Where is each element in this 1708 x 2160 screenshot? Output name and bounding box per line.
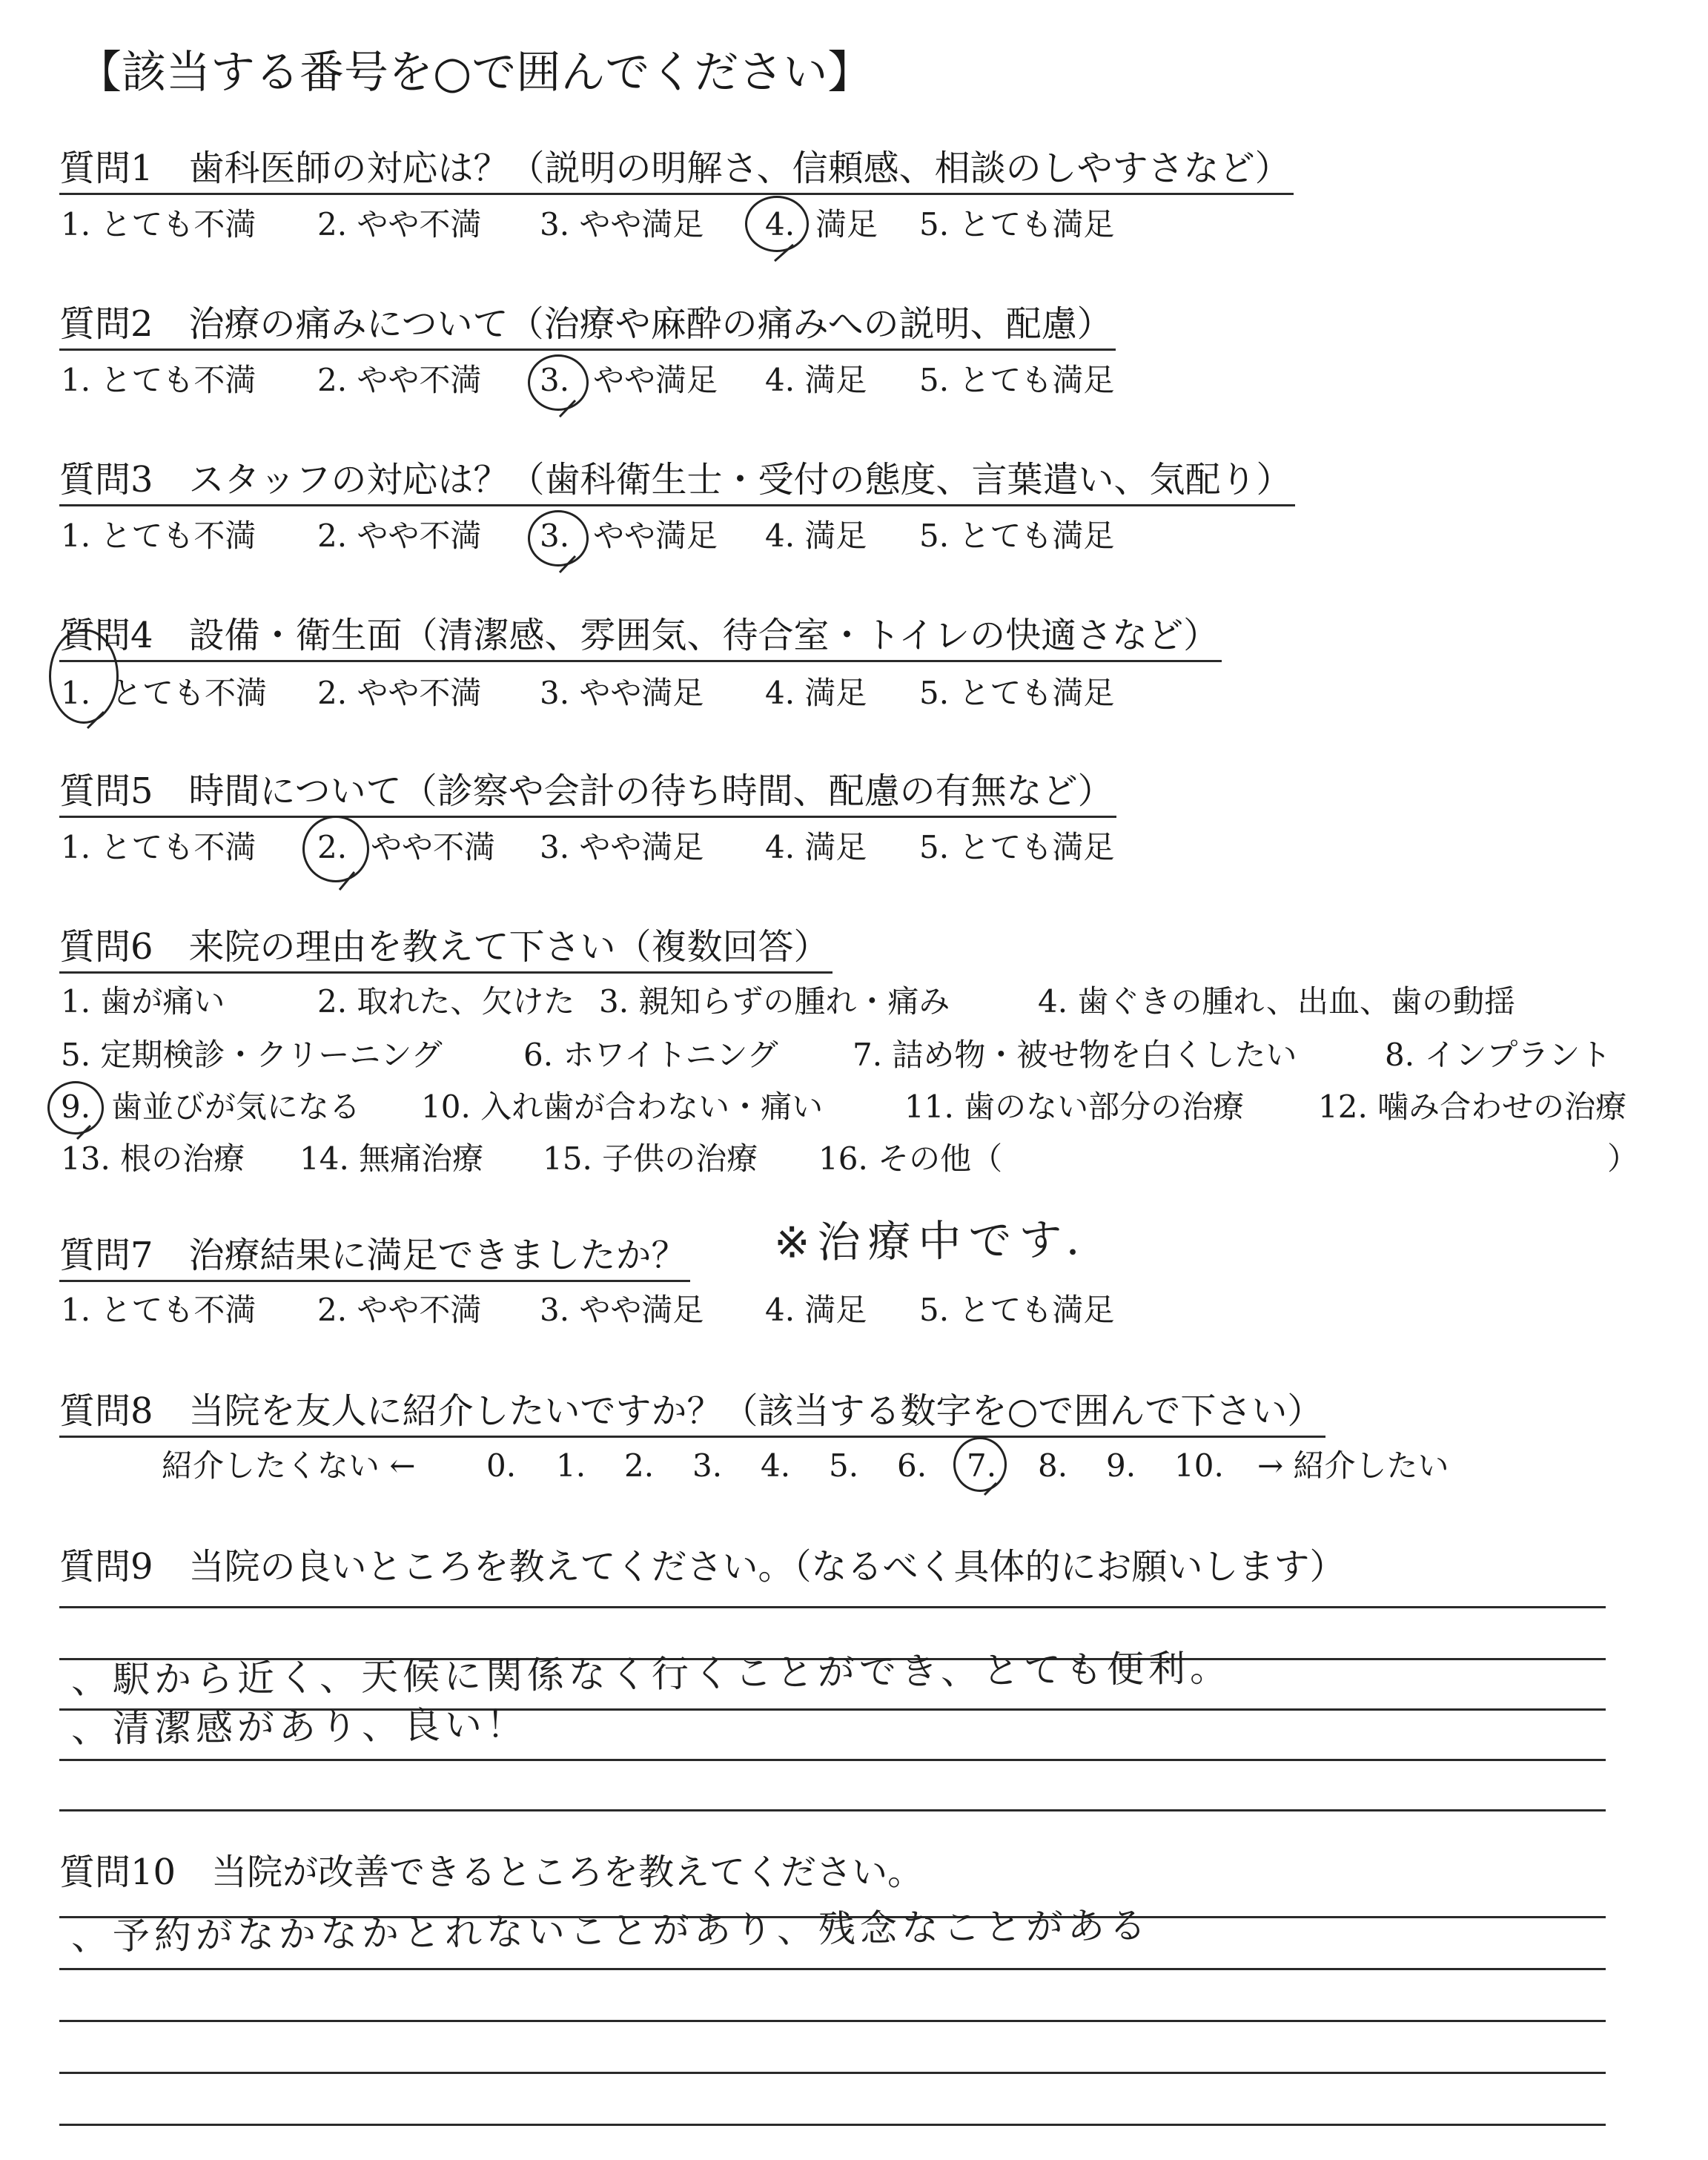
- q6-reason-11[interactable]: 11. 歯のない部分の治療: [904, 1089, 1245, 1125]
- q7-handwritten-note: ※治療中です．: [773, 1214, 1117, 1268]
- q7-option-4[interactable]: 4. 満足: [765, 1292, 867, 1328]
- q5-option-2-label[interactable]: やや不満: [371, 829, 496, 865]
- form-title: 【該当する番号を○で囲んでください】: [77, 47, 873, 99]
- question-4-title: 質問4 設備・衛生面（清潔感、雰囲気、待合室・トイレの快適さなど）: [59, 612, 1222, 662]
- q6-reason-9-number[interactable]: 9.: [61, 1089, 91, 1125]
- q4-option-1-number[interactable]: 1.: [61, 675, 91, 711]
- q7-option-3[interactable]: 3. やや満足: [540, 1292, 704, 1328]
- question-9-title: 質問9 当院の良いところを教えてください。（なるべく具体的にお願いします）: [59, 1546, 1345, 1588]
- q2-option-3-number[interactable]: 3.: [540, 362, 570, 398]
- q5-option-4[interactable]: 4. 満足: [765, 829, 867, 865]
- q6-reason-2[interactable]: 2. 取れた、欠けた: [317, 983, 575, 1020]
- q6-reason-14[interactable]: 14. 無痛治療: [299, 1140, 484, 1177]
- q8-scale-4[interactable]: 4.: [761, 1447, 791, 1484]
- q6-reason-1[interactable]: 1. 歯が痛い: [61, 983, 225, 1020]
- q4-option-3[interactable]: 3. やや満足: [540, 675, 704, 711]
- q3-option-2[interactable]: 2. やや不満: [317, 518, 482, 554]
- q4-option-4[interactable]: 4. 満足: [765, 675, 867, 711]
- q6-reason-12[interactable]: 12. 噛み合わせの治療: [1318, 1089, 1627, 1125]
- q8-scale-5[interactable]: 5.: [829, 1447, 859, 1484]
- q6-reason-7[interactable]: 7. 詰め物・被せ物を白くしたい: [853, 1037, 1297, 1073]
- q9-answer-2: 、清潔感があり、良い！: [70, 1702, 529, 1751]
- q2-option-4[interactable]: 4. 満足: [765, 362, 867, 398]
- question-1-title: 質問1 歯科医師の対応は？（説明の明解さ、信頼感、相談のしやすさなど）: [59, 145, 1294, 195]
- q7-option-2[interactable]: 2. やや不満: [317, 1292, 482, 1328]
- q9-answer-1: 、駅から近く、天候に関係なく行くことができ、とても便利。: [70, 1646, 1232, 1702]
- q8-scale-8[interactable]: 8.: [1038, 1447, 1068, 1484]
- q3-option-5[interactable]: 5. とても満足: [919, 518, 1115, 554]
- question-3-title: 質問3 スタッフの対応は？（歯科衛生士・受付の態度、言葉遣い、気配り）: [59, 457, 1295, 506]
- q1-option-2[interactable]: 2. やや不満: [317, 206, 482, 242]
- q2-option-2[interactable]: 2. やや不満: [317, 362, 482, 398]
- question-2-title: 質問2 治療の痛みについて（治療や麻酔の痛みへの説明、配慮）: [59, 301, 1116, 351]
- q2-option-5[interactable]: 5. とても満足: [919, 362, 1115, 398]
- q6-reason-16[interactable]: 16. その他（: [818, 1140, 1003, 1177]
- q5-option-3[interactable]: 3. やや満足: [540, 829, 704, 865]
- q6-reason-10[interactable]: 10. 入れ歯が合わない・痛い: [421, 1089, 824, 1125]
- question-10-title: 質問10 当院が改善できるところを教えてください。: [59, 1852, 924, 1893]
- q8-scale-10[interactable]: 10.: [1174, 1447, 1224, 1484]
- question-5-title: 質問5 時間について（診察や会計の待ち時間、配慮の有無など）: [59, 768, 1116, 818]
- q7-option-1[interactable]: 1. とても不満: [61, 1292, 256, 1328]
- q5-option-2-number[interactable]: 2.: [317, 829, 348, 865]
- q2-option-3-label[interactable]: やや満足: [593, 362, 718, 398]
- q6-reason-13[interactable]: 13. 根の治療: [61, 1140, 245, 1177]
- q6-other-close-paren: ）: [1607, 1140, 1639, 1177]
- q2-option-1[interactable]: 1. とても不満: [61, 362, 256, 398]
- q1-option-3[interactable]: 3. やや満足: [540, 206, 704, 242]
- q1-option-4-number[interactable]: 4.: [765, 206, 795, 242]
- q5-option-5[interactable]: 5. とても満足: [919, 829, 1115, 865]
- question-8-title: 質問8 当院を友人に紹介したいですか？（該当する数字を○で囲んで下さい）: [59, 1388, 1325, 1438]
- q1-option-1[interactable]: 1. とても不満: [61, 206, 256, 242]
- q8-left-label: 紹介したくない ←: [162, 1447, 416, 1484]
- q4-option-5[interactable]: 5. とても満足: [919, 675, 1115, 711]
- q7-option-5[interactable]: 5. とても満足: [919, 1292, 1115, 1328]
- q6-reason-6[interactable]: 6. ホワイトニング: [523, 1037, 778, 1073]
- q10-answer-1: 、予約がなかなかとれないことがあり、残念なことがある: [70, 1903, 1151, 1958]
- q8-right-label: → 紹介したい: [1257, 1447, 1449, 1484]
- q8-scale-7[interactable]: 7.: [967, 1447, 997, 1484]
- q8-scale-9[interactable]: 9.: [1106, 1447, 1136, 1484]
- q8-scale-3[interactable]: 3.: [692, 1447, 723, 1484]
- q8-scale-2[interactable]: 2.: [624, 1447, 655, 1484]
- q3-option-1[interactable]: 1. とても不満: [61, 518, 256, 554]
- q8-scale-6[interactable]: 6.: [897, 1447, 927, 1484]
- q4-option-2[interactable]: 2. やや不満: [317, 675, 482, 711]
- q8-scale-0[interactable]: 0.: [486, 1447, 517, 1484]
- q6-reason-8[interactable]: 8. インプラント: [1385, 1037, 1612, 1073]
- q6-reason-15[interactable]: 15. 子供の治療: [543, 1140, 758, 1177]
- q6-reason-9-label[interactable]: 歯並びが気になる: [111, 1089, 361, 1125]
- q3-option-3-number[interactable]: 3.: [540, 518, 570, 554]
- q3-option-3-label[interactable]: やや満足: [593, 518, 718, 554]
- q1-option-4-label[interactable]: 満足: [815, 206, 878, 242]
- q6-reason-5[interactable]: 5. 定期検診・クリーニング: [61, 1037, 443, 1073]
- q5-option-1[interactable]: 1. とても不満: [61, 829, 256, 865]
- question-6-title: 質問6 来院の理由を教えて下さい（複数回答）: [59, 924, 833, 974]
- q6-reason-3[interactable]: 3. 親知らずの腫れ・痛み: [599, 983, 950, 1020]
- q4-option-1-label[interactable]: とても不満: [111, 675, 268, 711]
- question-7-title: 質問7 治療結果に満足できましたか？: [59, 1232, 690, 1282]
- q6-reason-4[interactable]: 4. 歯ぐきの腫れ、出血、歯の動揺: [1038, 983, 1515, 1020]
- q3-option-4[interactable]: 4. 満足: [765, 518, 867, 554]
- q1-option-5[interactable]: 5. とても満足: [919, 206, 1115, 242]
- q8-scale-1[interactable]: 1.: [556, 1447, 586, 1484]
